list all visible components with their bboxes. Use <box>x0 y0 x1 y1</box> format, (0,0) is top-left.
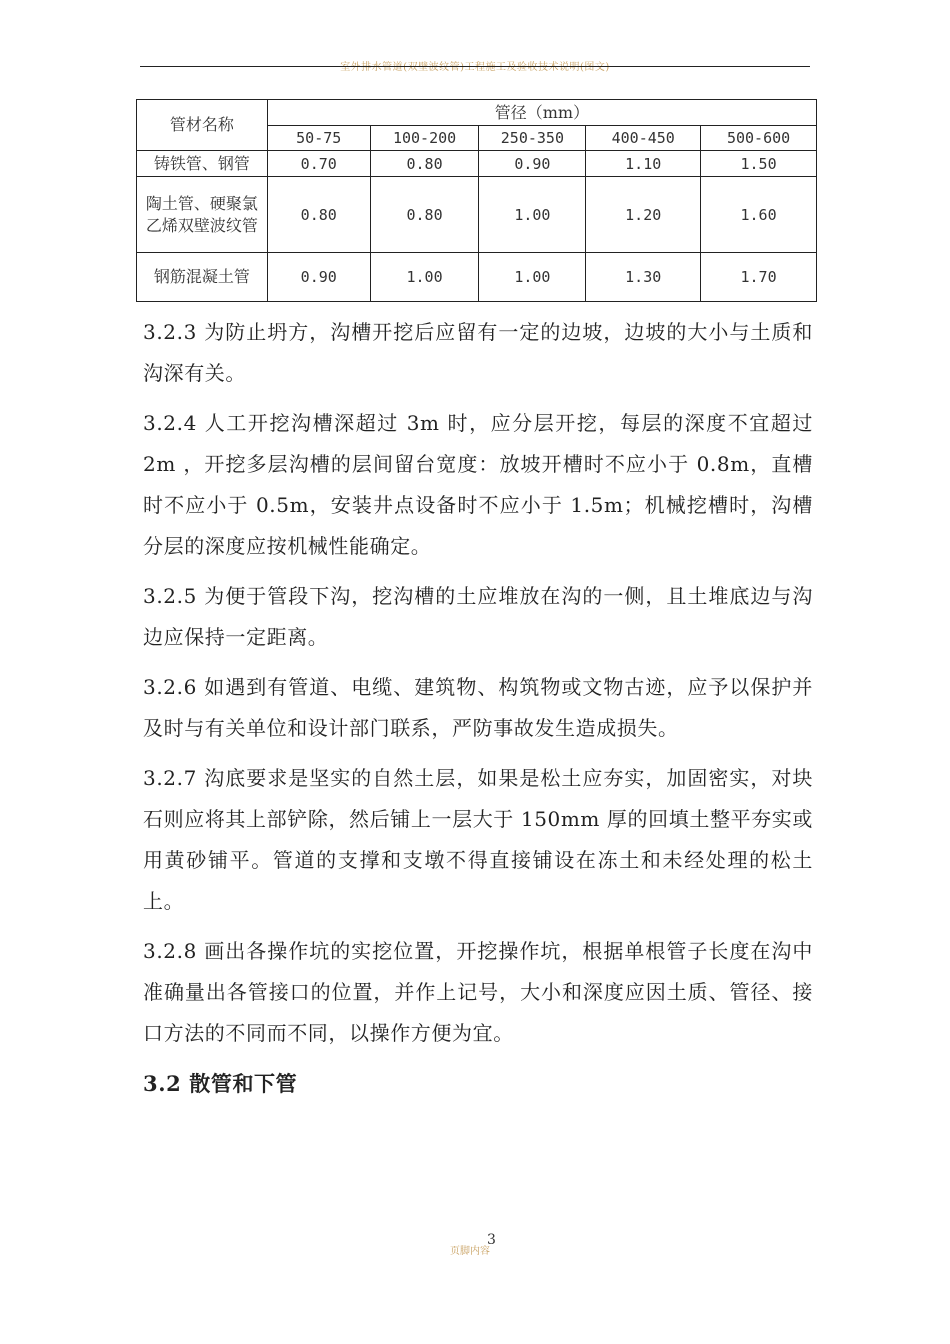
table-cell: 0.70 <box>267 151 370 177</box>
table-cell: 1.10 <box>586 151 701 177</box>
diameter-range: 100-200 <box>370 126 479 151</box>
header-rule <box>140 66 810 67</box>
diameter-range: 50-75 <box>267 126 370 151</box>
table-cell: 0.90 <box>479 151 586 177</box>
page-number: 3 <box>487 1232 496 1248</box>
material-name: 陶土管、硬聚氯乙烯双壁波纹管 <box>137 177 268 253</box>
table-row <box>137 151 817 177</box>
diameter-range: 250-350 <box>479 126 586 151</box>
paragraph-3-2-4: 3.2.4 人工开挖沟槽深超过 3m 时，应分层开挖，每层的深度不宜超过 2m ，开挖多层沟槽的层间留台宽度：放坡开槽时不应小于 0.8m，直槽时不应小于 0.5m，安装井点设备时不应小于 1.5m；机械挖槽时，沟槽分层的深度应按机械性能确定。 <box>143 411 813 558</box>
page-header-title: 室外排水管道(双壁波纹管)工程施工及验收技术说明(图文) <box>340 62 610 73</box>
table-cell: 1.70 <box>701 253 817 302</box>
diameter-header: 管径（mm） <box>267 100 816 126</box>
paragraph-3-2-8: 3.2.8 画出各操作坑的实挖位置，开挖操作坑，根据单根管子长度在沟中准确量出各管接口的位置，并作上记号，大小和深度应因土质、管径、接口方法的不同而不同，以操作方便为宜。 <box>143 939 813 1045</box>
body-content <box>143 312 813 1104</box>
table-cell: 1.00 <box>370 253 479 302</box>
paragraph-3-2-5: 3.2.5 为便于管段下沟，挖沟槽的土应堆放在沟的一侧，且土堆底边与沟边应保持一定距离。 <box>143 584 813 649</box>
paragraph-3-2-6: 3.2.6 如遇到有管道、电缆、建筑物、构筑物或文物古迹，应予以保护并及时与有关单位和设计部门联系，严防事故发生造成损失。 <box>143 675 813 740</box>
table-cell: 0.80 <box>370 177 479 253</box>
table-cell: 0.80 <box>267 177 370 253</box>
paragraph-3-2-7: 3.2.7 沟底要求是坚实的自然土层，如果是松土应夯实，加固密实，对块石则应将其上部铲除，然后铺上一层大于 150mm 厚的回填土整平夯实或用黄砂铺平。管道的支撑和支墩不得直接铺设在冻土和未经处理的松土上。 <box>143 766 813 913</box>
diameter-range: 500-600 <box>701 126 817 151</box>
pipe-spec-table <box>136 99 817 302</box>
table-cell: 1.60 <box>701 177 817 253</box>
footer-text: 页脚内容 <box>450 1246 490 1257</box>
table-cell: 0.80 <box>370 151 479 177</box>
section-heading: 3.2 散管和下管 <box>143 1071 298 1096</box>
material-name-header: 管材名称 <box>137 100 268 151</box>
table-row <box>137 177 817 253</box>
table-cell: 0.90 <box>267 253 370 302</box>
material-name: 铸铁管、钢管 <box>137 151 268 177</box>
table-cell: 1.00 <box>479 253 586 302</box>
table-cell: 1.30 <box>586 253 701 302</box>
table-cell: 1.00 <box>479 177 586 253</box>
table-cell: 1.20 <box>586 177 701 253</box>
material-name: 钢筋混凝土管 <box>137 253 268 302</box>
paragraph-3-2-3: 3.2.3 为防止坍方，沟槽开挖后应留有一定的边坡，边坡的大小与土质和沟深有关。 <box>143 320 813 385</box>
table-row <box>137 253 817 302</box>
diameter-range: 400-450 <box>586 126 701 151</box>
table-cell: 1.50 <box>701 151 817 177</box>
